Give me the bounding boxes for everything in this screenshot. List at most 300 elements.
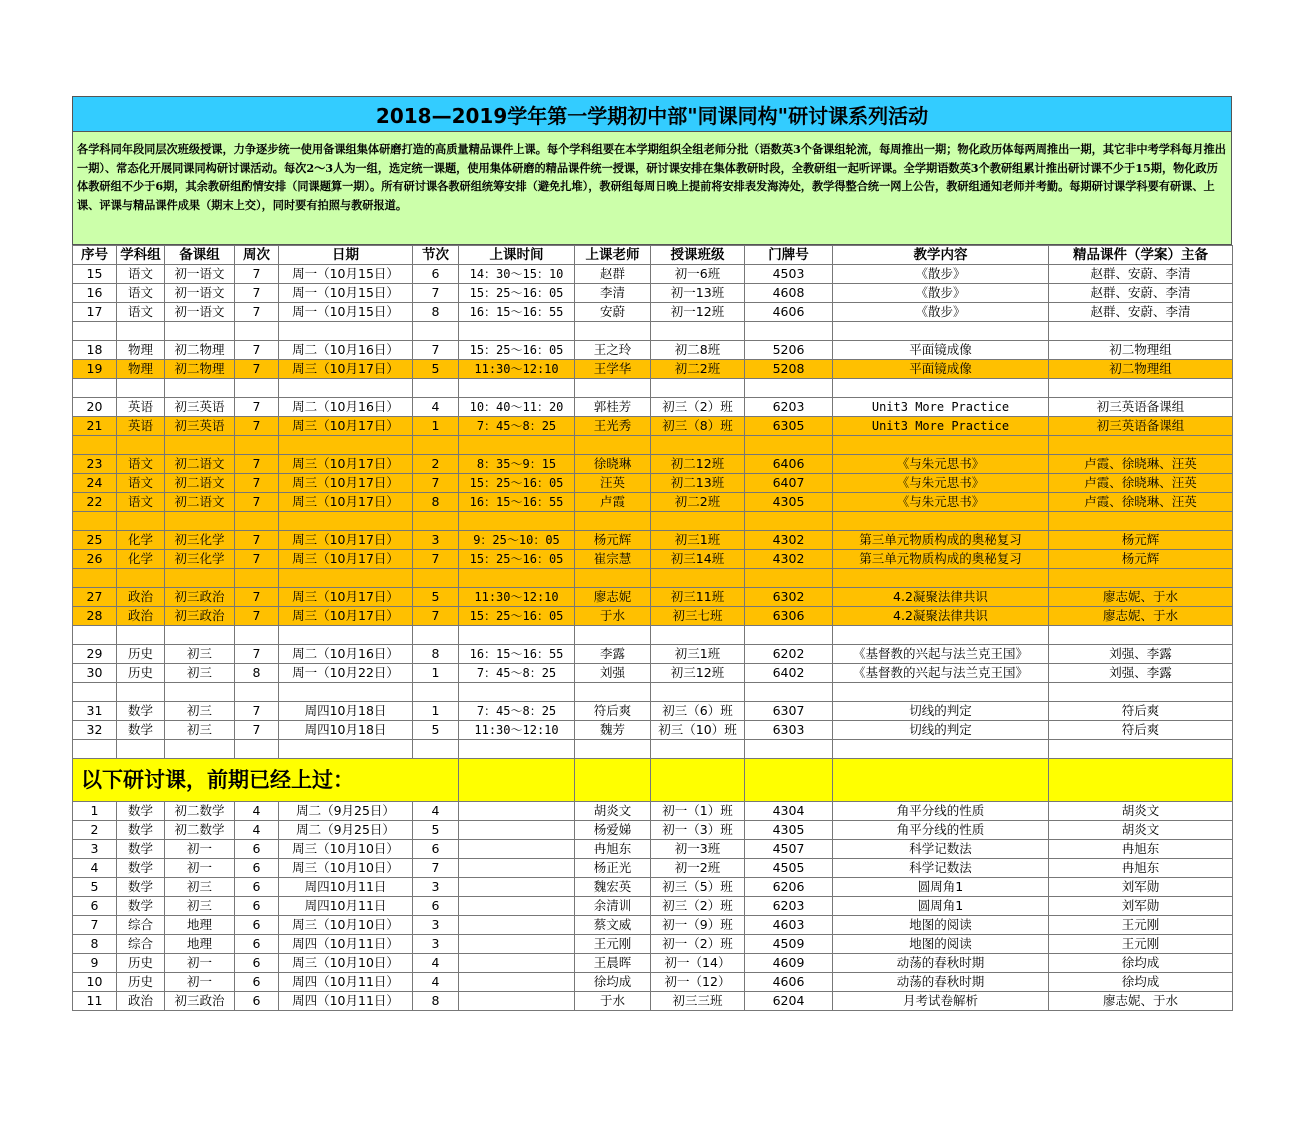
cell-col-class: 初二13班 bbox=[651, 474, 745, 493]
header-col-subject-group: 学科组 bbox=[117, 246, 165, 265]
empty-cell bbox=[651, 512, 745, 531]
cell-col-period: 1 bbox=[413, 417, 459, 436]
empty-cell bbox=[117, 379, 165, 398]
cell-col-subject-group: 数学 bbox=[117, 821, 165, 840]
empty-cell bbox=[459, 683, 575, 702]
empty-cell bbox=[73, 569, 117, 588]
cell-col-period: 7 bbox=[413, 284, 459, 303]
cell-col-week: 7 bbox=[235, 455, 279, 474]
cell-col-period: 6 bbox=[413, 897, 459, 916]
cell-col-subject-group: 英语 bbox=[117, 398, 165, 417]
cell-col-room: 4305 bbox=[745, 821, 833, 840]
table-row bbox=[73, 398, 1233, 417]
empty-cell bbox=[279, 379, 413, 398]
cell-col-room: 4503 bbox=[745, 265, 833, 284]
cell-col-courseware-lead: 赵群、安蔚、李清 bbox=[1049, 303, 1233, 322]
cell-col-index: 23 bbox=[73, 455, 117, 474]
cell-col-teacher: 王之玲 bbox=[575, 341, 651, 360]
cell-col-time: 15：25～16：05 bbox=[459, 607, 575, 626]
cell-col-courseware-lead: 初三英语备课组 bbox=[1049, 417, 1233, 436]
cell-col-index: 20 bbox=[73, 398, 117, 417]
cell-col-room: 6305 bbox=[745, 417, 833, 436]
table-row bbox=[73, 607, 1233, 626]
cell-col-subject-group: 数学 bbox=[117, 859, 165, 878]
cell-col-time: 7：45～8：25 bbox=[459, 417, 575, 436]
cell-col-courseware-lead: 冉旭东 bbox=[1049, 840, 1233, 859]
cell-col-class: 初一6班 bbox=[651, 265, 745, 284]
cell-col-subject-group: 政治 bbox=[117, 992, 165, 1011]
cell-col-class: 初一（3）班 bbox=[651, 821, 745, 840]
sheet-title: 2018—2019学年第一学期初中部"同课同构"研讨课系列活动 bbox=[72, 96, 1232, 132]
cell-col-period: 8 bbox=[413, 645, 459, 664]
cell-col-date: 周三（10月10日） bbox=[279, 859, 413, 878]
cell-col-courseware-lead: 符后爽 bbox=[1049, 702, 1233, 721]
empty-cell bbox=[575, 322, 651, 341]
empty-cell bbox=[413, 683, 459, 702]
empty-cell bbox=[1049, 740, 1233, 759]
blank-row bbox=[73, 322, 1233, 341]
cell-col-index: 11 bbox=[73, 992, 117, 1011]
empty-cell bbox=[165, 740, 235, 759]
empty-cell bbox=[833, 569, 1049, 588]
empty-cell bbox=[745, 379, 833, 398]
blank-row bbox=[73, 683, 1233, 702]
empty-cell bbox=[73, 683, 117, 702]
empty-cell bbox=[459, 759, 575, 802]
cell-col-content: 动荡的春秋时期 bbox=[833, 973, 1049, 992]
cell-col-courseware-lead: 初二物理组 bbox=[1049, 360, 1233, 379]
empty-cell bbox=[459, 512, 575, 531]
cell-col-room: 5208 bbox=[745, 360, 833, 379]
cell-col-week: 7 bbox=[235, 702, 279, 721]
empty-cell bbox=[575, 683, 651, 702]
cell-col-room: 6407 bbox=[745, 474, 833, 493]
cell-col-period: 6 bbox=[413, 265, 459, 284]
cell-col-date: 周三（10月17日） bbox=[279, 493, 413, 512]
empty-cell bbox=[575, 512, 651, 531]
cell-col-time bbox=[459, 973, 575, 992]
cell-col-week: 6 bbox=[235, 859, 279, 878]
cell-col-teacher: 蔡文威 bbox=[575, 916, 651, 935]
cell-col-prep-group: 初二物理 bbox=[165, 360, 235, 379]
table-row bbox=[73, 992, 1233, 1011]
cell-col-date: 周四10月11日 bbox=[279, 897, 413, 916]
empty-cell bbox=[745, 322, 833, 341]
cell-col-time: 11:30～12:10 bbox=[459, 721, 575, 740]
cell-col-date: 周一（10月15日） bbox=[279, 265, 413, 284]
cell-col-content: 《基督教的兴起与法兰克王国》 bbox=[833, 645, 1049, 664]
cell-col-index: 9 bbox=[73, 954, 117, 973]
cell-col-courseware-lead: 胡炎文 bbox=[1049, 802, 1233, 821]
cell-col-index: 22 bbox=[73, 493, 117, 512]
cell-col-courseware-lead: 王元刚 bbox=[1049, 935, 1233, 954]
table-row bbox=[73, 954, 1233, 973]
cell-col-courseware-lead: 廖志妮、于水 bbox=[1049, 588, 1233, 607]
blank-row bbox=[73, 512, 1233, 531]
table-row bbox=[73, 265, 1233, 284]
empty-cell bbox=[651, 569, 745, 588]
cell-col-content: Unit3 More Practice bbox=[833, 417, 1049, 436]
cell-col-teacher: 魏芳 bbox=[575, 721, 651, 740]
empty-cell bbox=[235, 436, 279, 455]
cell-col-week: 7 bbox=[235, 493, 279, 512]
header-col-time: 上课时间 bbox=[459, 246, 575, 265]
empty-cell bbox=[165, 322, 235, 341]
cell-col-content: 《与朱元思书》 bbox=[833, 455, 1049, 474]
cell-col-courseware-lead: 卢霞、徐晓琳、汪英 bbox=[1049, 493, 1233, 512]
empty-cell bbox=[413, 322, 459, 341]
cell-col-date: 周二（10月16日） bbox=[279, 645, 413, 664]
cell-col-content: 4.2凝聚法律共识 bbox=[833, 607, 1049, 626]
cell-col-period: 7 bbox=[413, 474, 459, 493]
empty-cell bbox=[279, 626, 413, 645]
cell-col-prep-group: 初一语文 bbox=[165, 284, 235, 303]
cell-col-index: 10 bbox=[73, 973, 117, 992]
cell-col-subject-group: 数学 bbox=[117, 802, 165, 821]
cell-col-room: 6203 bbox=[745, 897, 833, 916]
blank-row bbox=[73, 740, 1233, 759]
cell-col-period: 8 bbox=[413, 303, 459, 322]
cell-col-date: 周一（10月22日） bbox=[279, 664, 413, 683]
cell-col-teacher: 汪英 bbox=[575, 474, 651, 493]
cell-col-date: 周二（9月25日） bbox=[279, 802, 413, 821]
empty-cell bbox=[235, 379, 279, 398]
empty-cell bbox=[117, 683, 165, 702]
cell-col-period: 4 bbox=[413, 973, 459, 992]
cell-col-content: 第三单元物质构成的奥秘复习 bbox=[833, 531, 1049, 550]
cell-col-time: 7：45～8：25 bbox=[459, 702, 575, 721]
cell-col-room: 6406 bbox=[745, 455, 833, 474]
cell-col-prep-group: 初二语文 bbox=[165, 493, 235, 512]
cell-col-content: Unit3 More Practice bbox=[833, 398, 1049, 417]
cell-col-class: 初二8班 bbox=[651, 341, 745, 360]
cell-col-class: 初一（2）班 bbox=[651, 935, 745, 954]
cell-col-week: 7 bbox=[235, 588, 279, 607]
cell-col-time: 15：25～16：05 bbox=[459, 474, 575, 493]
empty-cell bbox=[459, 322, 575, 341]
cell-col-period: 5 bbox=[413, 588, 459, 607]
cell-col-week: 7 bbox=[235, 474, 279, 493]
cell-col-teacher: 魏宏英 bbox=[575, 878, 651, 897]
table-row bbox=[73, 341, 1233, 360]
cell-col-class: 初一（12） bbox=[651, 973, 745, 992]
cell-col-courseware-lead: 符后爽 bbox=[1049, 721, 1233, 740]
cell-col-content: 切线的判定 bbox=[833, 702, 1049, 721]
empty-cell bbox=[459, 569, 575, 588]
cell-col-courseware-lead: 杨元辉 bbox=[1049, 550, 1233, 569]
cell-col-period: 8 bbox=[413, 992, 459, 1011]
cell-col-courseware-lead: 胡炎文 bbox=[1049, 821, 1233, 840]
empty-cell bbox=[1049, 379, 1233, 398]
cell-col-room: 6302 bbox=[745, 588, 833, 607]
cell-col-time: 16：15～16：55 bbox=[459, 645, 575, 664]
header-col-prep-group: 备课组 bbox=[165, 246, 235, 265]
cell-col-teacher: 郭桂芳 bbox=[575, 398, 651, 417]
cell-col-period: 7 bbox=[413, 550, 459, 569]
cell-col-week: 4 bbox=[235, 802, 279, 821]
cell-col-room: 4606 bbox=[745, 303, 833, 322]
empty-cell bbox=[745, 740, 833, 759]
cell-col-class: 初三七班 bbox=[651, 607, 745, 626]
empty-cell bbox=[279, 436, 413, 455]
cell-col-courseware-lead: 卢霞、徐晓琳、汪英 bbox=[1049, 455, 1233, 474]
empty-cell bbox=[575, 759, 651, 802]
cell-col-subject-group: 语文 bbox=[117, 493, 165, 512]
table-body bbox=[73, 265, 1233, 1011]
cell-col-prep-group: 初一语文 bbox=[165, 303, 235, 322]
cell-col-class: 初二2班 bbox=[651, 493, 745, 512]
empty-cell bbox=[651, 322, 745, 341]
cell-col-subject-group: 物理 bbox=[117, 360, 165, 379]
empty-cell bbox=[745, 759, 833, 802]
cell-col-index: 6 bbox=[73, 897, 117, 916]
cell-col-class: 初三（2）班 bbox=[651, 897, 745, 916]
cell-col-time bbox=[459, 859, 575, 878]
cell-col-room: 6202 bbox=[745, 645, 833, 664]
cell-col-subject-group: 历史 bbox=[117, 954, 165, 973]
empty-cell bbox=[117, 626, 165, 645]
cell-col-room: 4302 bbox=[745, 531, 833, 550]
cell-col-prep-group: 初一 bbox=[165, 954, 235, 973]
cell-col-time: 8：35～9：15 bbox=[459, 455, 575, 474]
empty-cell bbox=[413, 740, 459, 759]
table-row bbox=[73, 821, 1233, 840]
cell-col-teacher: 卢霞 bbox=[575, 493, 651, 512]
empty-cell bbox=[413, 436, 459, 455]
cell-col-week: 6 bbox=[235, 897, 279, 916]
cell-col-prep-group: 初二语文 bbox=[165, 455, 235, 474]
empty-cell bbox=[745, 683, 833, 702]
cell-col-subject-group: 物理 bbox=[117, 341, 165, 360]
cell-col-courseware-lead: 初二物理组 bbox=[1049, 341, 1233, 360]
header-row bbox=[73, 246, 1233, 265]
cell-col-content: 地图的阅读 bbox=[833, 916, 1049, 935]
cell-col-room: 4304 bbox=[745, 802, 833, 821]
cell-col-index: 26 bbox=[73, 550, 117, 569]
cell-col-index: 30 bbox=[73, 664, 117, 683]
cell-col-index: 31 bbox=[73, 702, 117, 721]
cell-col-date: 周四10月18日 bbox=[279, 721, 413, 740]
cell-col-room: 6206 bbox=[745, 878, 833, 897]
cell-col-week: 7 bbox=[235, 398, 279, 417]
empty-cell bbox=[459, 740, 575, 759]
cell-col-date: 周三（10月17日） bbox=[279, 588, 413, 607]
cell-col-prep-group: 初三政治 bbox=[165, 607, 235, 626]
empty-cell bbox=[1049, 683, 1233, 702]
cell-col-week: 6 bbox=[235, 916, 279, 935]
section-separator-text: 以下研讨课，前期已经上过： bbox=[73, 759, 459, 802]
cell-col-prep-group: 初二数学 bbox=[165, 802, 235, 821]
empty-cell bbox=[279, 740, 413, 759]
cell-col-period: 8 bbox=[413, 493, 459, 512]
empty-cell bbox=[1049, 512, 1233, 531]
blank-row bbox=[73, 626, 1233, 645]
cell-col-teacher: 符后爽 bbox=[575, 702, 651, 721]
cell-col-prep-group: 初三政治 bbox=[165, 992, 235, 1011]
cell-col-week: 8 bbox=[235, 664, 279, 683]
cell-col-prep-group: 初一 bbox=[165, 840, 235, 859]
cell-col-content: 动荡的春秋时期 bbox=[833, 954, 1049, 973]
cell-col-subject-group: 语文 bbox=[117, 265, 165, 284]
cell-col-subject-group: 化学 bbox=[117, 550, 165, 569]
cell-col-subject-group: 数学 bbox=[117, 840, 165, 859]
cell-col-subject-group: 语文 bbox=[117, 303, 165, 322]
empty-cell bbox=[279, 683, 413, 702]
blank-row bbox=[73, 569, 1233, 588]
cell-col-courseware-lead: 廖志妮、于水 bbox=[1049, 607, 1233, 626]
empty-cell bbox=[1049, 436, 1233, 455]
empty-cell bbox=[651, 436, 745, 455]
cell-col-prep-group: 初三化学 bbox=[165, 550, 235, 569]
empty-cell bbox=[235, 569, 279, 588]
empty-cell bbox=[833, 759, 1049, 802]
cell-col-class: 初一13班 bbox=[651, 284, 745, 303]
cell-col-time bbox=[459, 821, 575, 840]
cell-col-content: 《基督教的兴起与法兰克王国》 bbox=[833, 664, 1049, 683]
cell-col-subject-group: 历史 bbox=[117, 973, 165, 992]
cell-col-courseware-lead: 刘强、李露 bbox=[1049, 664, 1233, 683]
cell-col-date: 周三（10月17日） bbox=[279, 474, 413, 493]
cell-col-week: 6 bbox=[235, 954, 279, 973]
cell-col-week: 6 bbox=[235, 992, 279, 1011]
cell-col-courseware-lead: 刘军勋 bbox=[1049, 878, 1233, 897]
cell-col-content: 《散步》 bbox=[833, 284, 1049, 303]
cell-col-class: 初三1班 bbox=[651, 531, 745, 550]
cell-col-index: 15 bbox=[73, 265, 117, 284]
cell-col-week: 4 bbox=[235, 821, 279, 840]
cell-col-time bbox=[459, 916, 575, 935]
cell-col-prep-group: 地理 bbox=[165, 916, 235, 935]
cell-col-content: 角平分线的性质 bbox=[833, 821, 1049, 840]
empty-cell bbox=[165, 379, 235, 398]
cell-col-prep-group: 初三 bbox=[165, 664, 235, 683]
empty-cell bbox=[833, 436, 1049, 455]
cell-col-period: 7 bbox=[413, 607, 459, 626]
empty-cell bbox=[279, 569, 413, 588]
cell-col-prep-group: 初三英语 bbox=[165, 417, 235, 436]
header-col-date: 日期 bbox=[279, 246, 413, 265]
empty-cell bbox=[833, 683, 1049, 702]
blank-row bbox=[73, 379, 1233, 398]
header-col-room: 门牌号 bbox=[745, 246, 833, 265]
cell-col-week: 7 bbox=[235, 284, 279, 303]
table-row bbox=[73, 360, 1233, 379]
cell-col-week: 7 bbox=[235, 531, 279, 550]
spreadsheet bbox=[72, 96, 1232, 1011]
empty-cell bbox=[575, 436, 651, 455]
cell-col-date: 周四（10月11日） bbox=[279, 992, 413, 1011]
cell-col-prep-group: 初二物理 bbox=[165, 341, 235, 360]
cell-col-room: 4509 bbox=[745, 935, 833, 954]
cell-col-subject-group: 历史 bbox=[117, 664, 165, 683]
cell-col-date: 周四（10月11日） bbox=[279, 973, 413, 992]
empty-cell bbox=[279, 512, 413, 531]
cell-col-index: 21 bbox=[73, 417, 117, 436]
cell-col-subject-group: 数学 bbox=[117, 721, 165, 740]
table-row bbox=[73, 474, 1233, 493]
empty-cell bbox=[165, 436, 235, 455]
empty-cell bbox=[575, 740, 651, 759]
cell-col-week: 7 bbox=[235, 341, 279, 360]
cell-col-week: 6 bbox=[235, 973, 279, 992]
cell-col-time bbox=[459, 878, 575, 897]
cell-col-date: 周三（10月17日） bbox=[279, 360, 413, 379]
empty-cell bbox=[73, 322, 117, 341]
cell-col-courseware-lead: 徐均成 bbox=[1049, 973, 1233, 992]
cell-col-index: 16 bbox=[73, 284, 117, 303]
cell-col-subject-group: 语文 bbox=[117, 284, 165, 303]
cell-col-teacher: 胡炎文 bbox=[575, 802, 651, 821]
cell-col-time: 10：40～11：20 bbox=[459, 398, 575, 417]
cell-col-subject-group: 历史 bbox=[117, 645, 165, 664]
cell-col-teacher: 余清训 bbox=[575, 897, 651, 916]
cell-col-week: 6 bbox=[235, 935, 279, 954]
cell-col-class: 初二2班 bbox=[651, 360, 745, 379]
empty-cell bbox=[833, 512, 1049, 531]
table-row bbox=[73, 664, 1233, 683]
cell-col-class: 初一12班 bbox=[651, 303, 745, 322]
cell-col-courseware-lead: 卢霞、徐晓琳、汪英 bbox=[1049, 474, 1233, 493]
cell-col-teacher: 崔宗慧 bbox=[575, 550, 651, 569]
cell-col-index: 25 bbox=[73, 531, 117, 550]
empty-cell bbox=[235, 626, 279, 645]
cell-col-courseware-lead: 赵群、安蔚、李清 bbox=[1049, 284, 1233, 303]
cell-col-room: 4507 bbox=[745, 840, 833, 859]
empty-cell bbox=[1049, 759, 1233, 802]
cell-col-teacher: 徐晓琳 bbox=[575, 455, 651, 474]
cell-col-class: 初一3班 bbox=[651, 840, 745, 859]
header-col-week: 周次 bbox=[235, 246, 279, 265]
empty-cell bbox=[165, 512, 235, 531]
cell-col-index: 27 bbox=[73, 588, 117, 607]
empty-cell bbox=[73, 436, 117, 455]
cell-col-room: 6303 bbox=[745, 721, 833, 740]
cell-col-courseware-lead: 初三英语备课组 bbox=[1049, 398, 1233, 417]
cell-col-class: 初三14班 bbox=[651, 550, 745, 569]
cell-col-period: 4 bbox=[413, 802, 459, 821]
table-row bbox=[73, 493, 1233, 512]
empty-cell bbox=[651, 759, 745, 802]
cell-col-time bbox=[459, 935, 575, 954]
empty-cell bbox=[833, 740, 1049, 759]
cell-col-date: 周四10月18日 bbox=[279, 702, 413, 721]
section-separator-row bbox=[73, 759, 1233, 802]
cell-col-period: 3 bbox=[413, 878, 459, 897]
cell-col-prep-group: 初三 bbox=[165, 721, 235, 740]
cell-col-teacher: 杨爱娣 bbox=[575, 821, 651, 840]
cell-col-courseware-lead: 徐均成 bbox=[1049, 954, 1233, 973]
cell-col-class: 初三1班 bbox=[651, 645, 745, 664]
cell-col-time: 16：15～16：55 bbox=[459, 493, 575, 512]
cell-col-date: 周三（10月10日） bbox=[279, 840, 413, 859]
cell-col-index: 1 bbox=[73, 802, 117, 821]
cell-col-teacher: 王光秀 bbox=[575, 417, 651, 436]
cell-col-subject-group: 数学 bbox=[117, 702, 165, 721]
cell-col-date: 周四10月11日 bbox=[279, 878, 413, 897]
cell-col-class: 初一（1）班 bbox=[651, 802, 745, 821]
empty-cell bbox=[413, 569, 459, 588]
table-row bbox=[73, 916, 1233, 935]
cell-col-week: 6 bbox=[235, 840, 279, 859]
cell-col-period: 5 bbox=[413, 821, 459, 840]
empty-cell bbox=[117, 322, 165, 341]
cell-col-room: 4505 bbox=[745, 859, 833, 878]
cell-col-date: 周三（10月17日） bbox=[279, 550, 413, 569]
blank-row bbox=[73, 436, 1233, 455]
cell-col-period: 4 bbox=[413, 954, 459, 973]
cell-col-teacher: 李露 bbox=[575, 645, 651, 664]
cell-col-week: 7 bbox=[235, 607, 279, 626]
